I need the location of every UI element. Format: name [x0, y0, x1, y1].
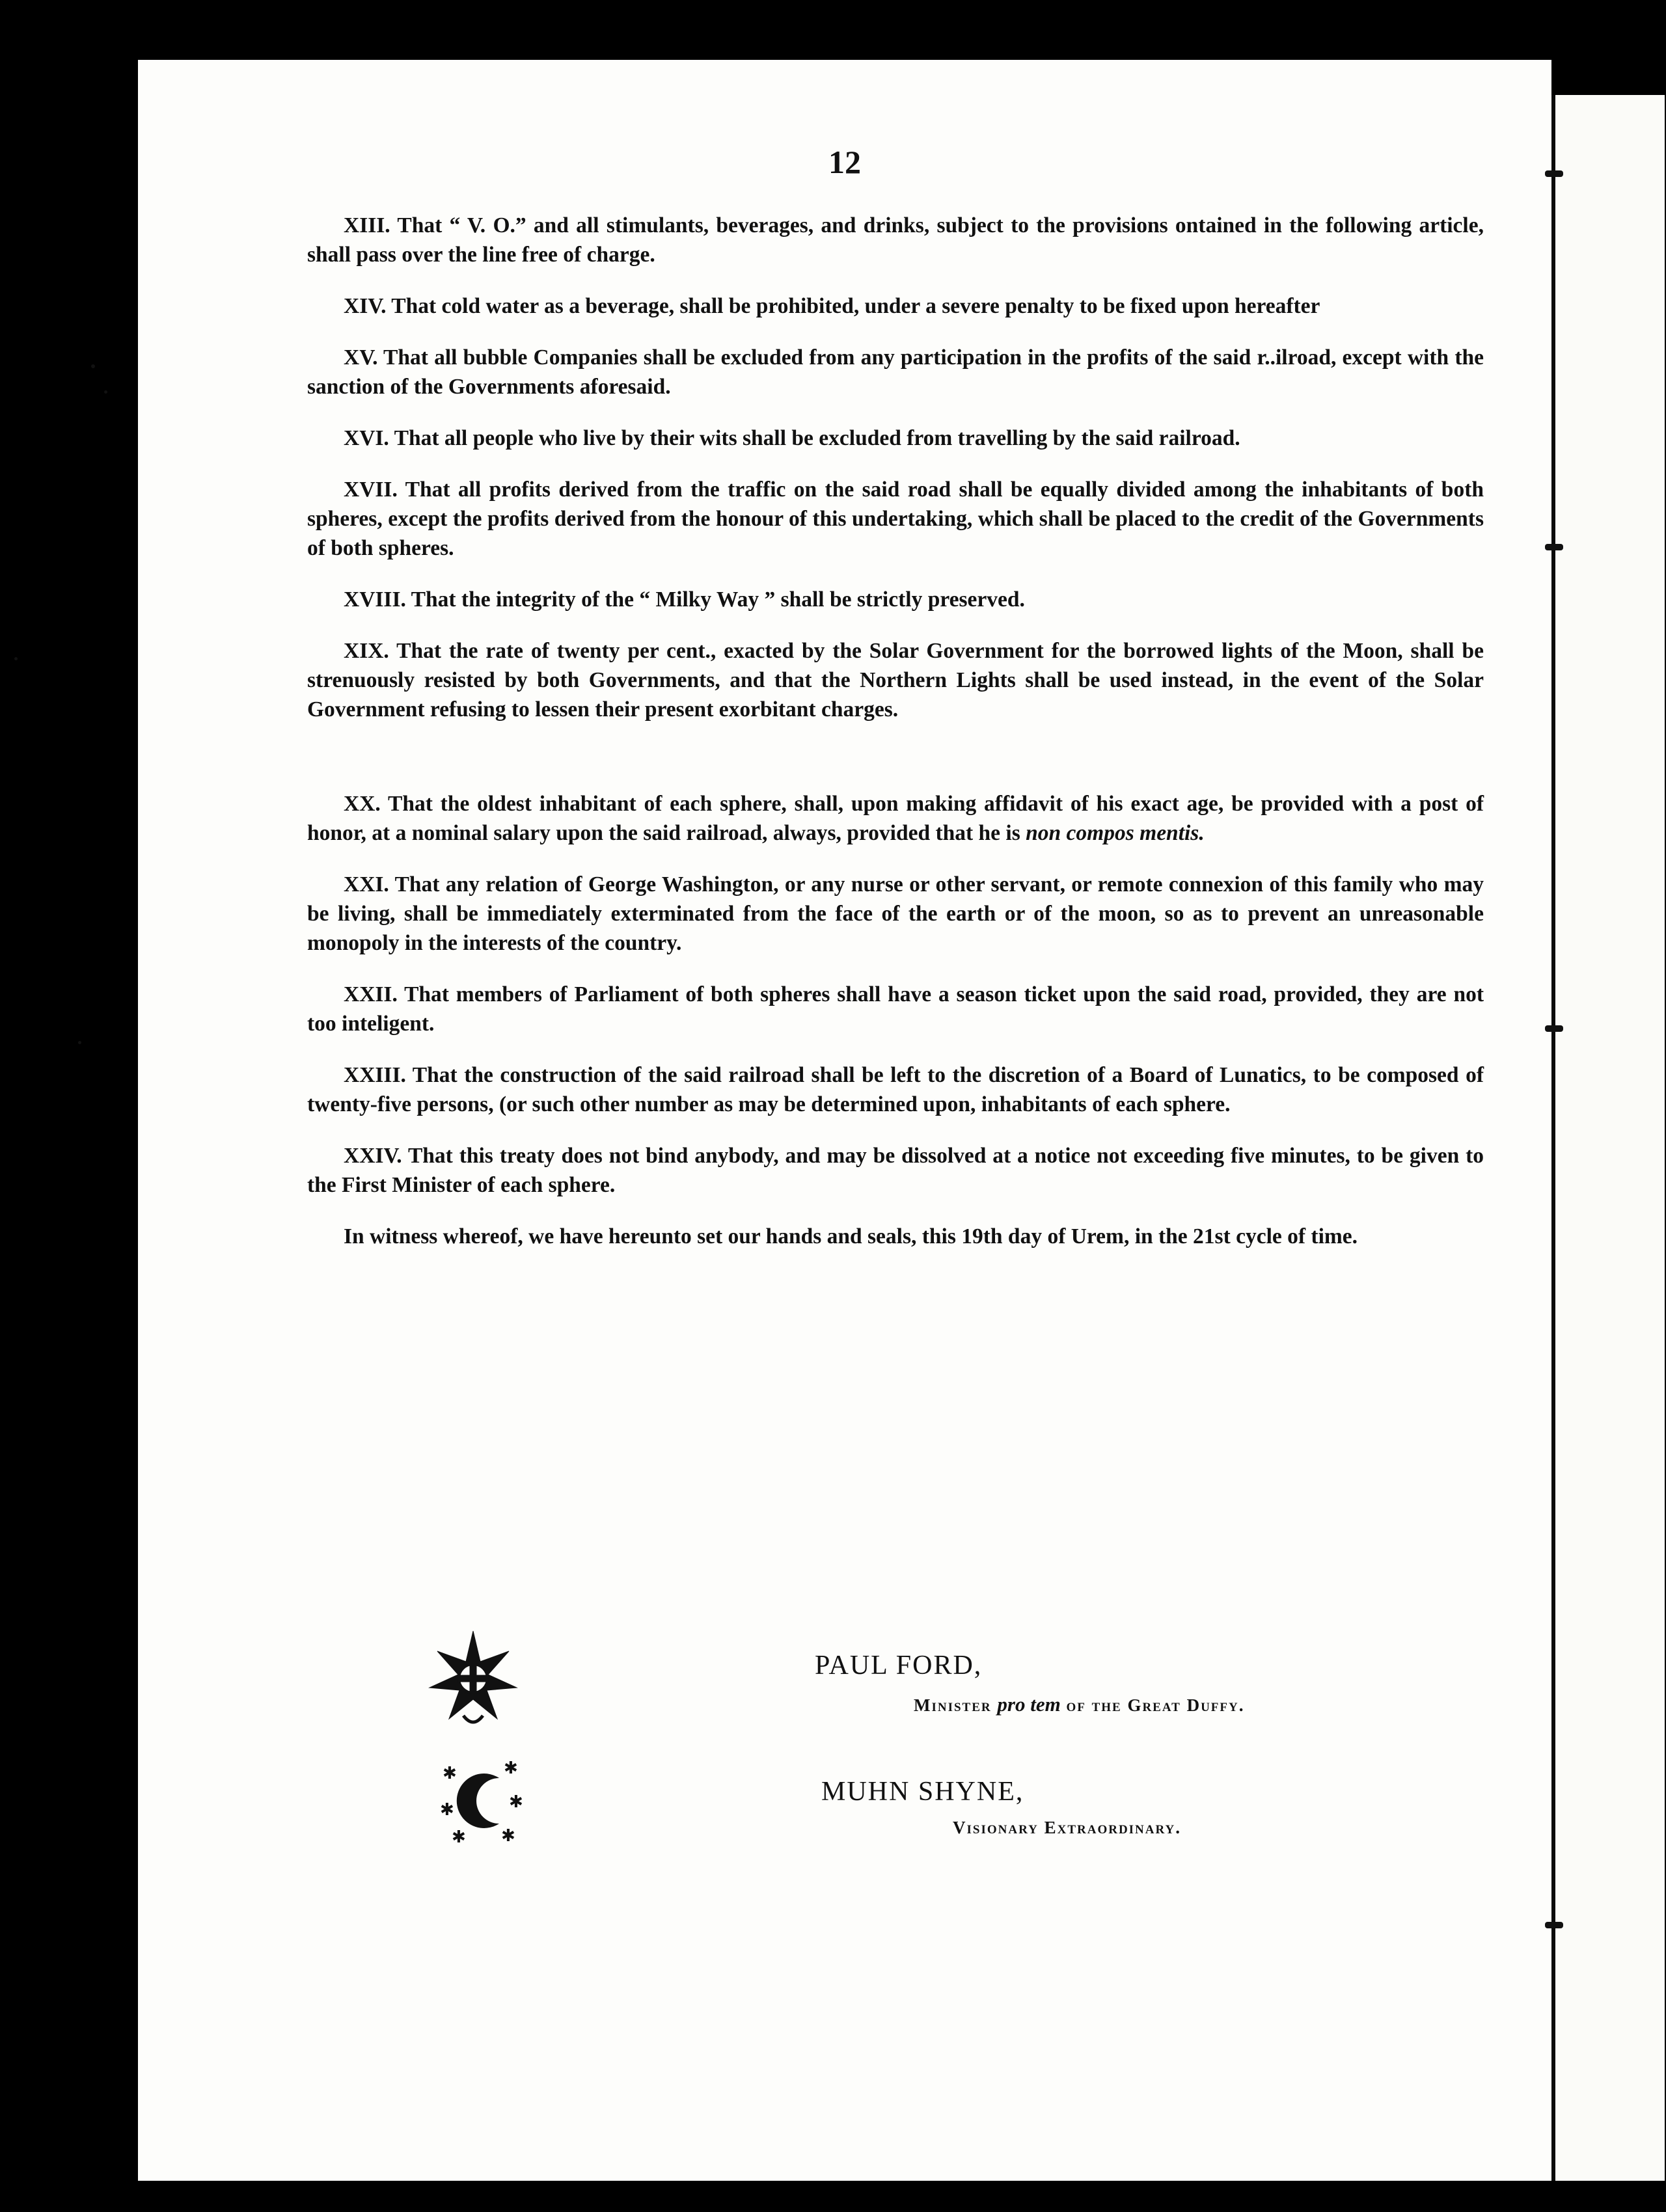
clause-text: That any relation of George Washington, or any nurse or other servant, or remote connexion of this family who may be living, shall be immediately exterminated from the face of the earth or of the moon, so as to prevent an unreasonable monopoly in the interests of the country.: [307, 872, 1484, 955]
crescent-star-seal-icon: [437, 1755, 528, 1846]
page-edge-mark: [1545, 170, 1563, 177]
signatory-title-paul-ford: [914, 1693, 1245, 1716]
document-page: [138, 60, 1551, 2181]
page-edge-mark: [1545, 544, 1563, 550]
scan-speck: [91, 364, 95, 368]
clause-xix: [307, 636, 1484, 724]
scan-speck: [14, 657, 18, 660]
clause-numeral: XIX.: [344, 639, 389, 663]
page-edge-mark: [1545, 1025, 1563, 1032]
signatory-name-paul-ford: PAUL FORD,: [815, 1651, 983, 1680]
signature-block: [138, 1628, 1551, 1888]
clause-numeral: XXI.: [344, 872, 389, 897]
svg-text:✱: ✱: [443, 1764, 457, 1783]
clause-numeral: XVII.: [344, 478, 398, 502]
clause-text: That all profits derived from the traffic on the said road shall be equally divided among the inhabitants of both spheres, except the profits derived from the honour of this undertaking, which shall be placed to the credit of the Governments of both spheres.: [307, 478, 1484, 560]
clause-numeral: XVI.: [344, 426, 389, 450]
clause-xxiv: [307, 1141, 1484, 1200]
page-number: 12: [828, 144, 861, 180]
clause-xxi: [307, 870, 1484, 958]
scan-speck: [104, 390, 107, 394]
clause-xv: [307, 343, 1484, 401]
svg-text:✱: ✱: [501, 1826, 515, 1846]
clause-numeral: XIV.: [344, 294, 387, 318]
clause-text: That all bubble Companies shall be excluded from any participation in the profits of the said r..ilroad, except with the sanction of the Governments aforesaid.: [307, 345, 1484, 399]
clause-numeral: XVIII.: [344, 587, 406, 612]
clause-numeral: XX.: [344, 792, 381, 816]
clause-text: That the construction of the said railroad shall be left to the discretion of a Board of Lunatics, to be composed of twenty-five persons, (or such other number as may be determined upon, inhabitants of each sphere.: [307, 1063, 1484, 1116]
clause-xxiii: [307, 1060, 1484, 1119]
treaty-clauses: [307, 211, 1484, 1273]
clause-text: That this treaty does not bind anybody, and may be dissolved at a notice not exceeding five minutes, to be given to the First Minister of each sphere.: [307, 1144, 1484, 1197]
clause-text: That the integrity of the “ Milky Way ” shall be strictly preserved.: [411, 587, 1025, 612]
svg-text:✱: ✱: [440, 1800, 454, 1820]
clause-numeral: XXIII.: [344, 1063, 406, 1087]
clause-xx: [307, 789, 1484, 848]
clause-text: That members of Parliament of both spheres shall have a season ticket upon the said road, provided, they are not too inteligent.: [307, 982, 1484, 1036]
page-edge-mark: [1545, 1922, 1563, 1928]
svg-text:✱: ✱: [504, 1759, 518, 1778]
clause-text: That all people who live by their wits shall be excluded from travelling by the said railroad.: [394, 426, 1240, 450]
clause-xiv: [307, 291, 1484, 321]
clause-xiii: [307, 211, 1484, 269]
svg-text:✱: ✱: [452, 1828, 466, 1846]
witness-statement: In witness whereof, we have hereunto set our hands and seals, this 19th day of Urem, in the 21st cycle of time.: [344, 1224, 1358, 1248]
title-italic: pro tem: [997, 1693, 1061, 1716]
clause-numeral: XIII.: [344, 213, 390, 237]
cross-star-seal-icon: [424, 1628, 522, 1732]
clause-numeral: XXIV.: [344, 1144, 402, 1168]
title-suffix: of the Great Duffy.: [1066, 1695, 1245, 1715]
signatory-name-muhn-shyne: MUHN SHYNE,: [821, 1777, 1024, 1807]
clause-text: That the rate of twenty per cent., exacted by the Solar Government for the borrowed lights of the Moon, shall be strenuously resisted by both Governments, and that the Northern Lights shall be used instead, in the event of the Solar Government refusing to lessen their present exorbitant charges.: [307, 639, 1484, 722]
clause-text: That “ V. O.” and all stimulants, beverages, and drinks, subject to the provisions ontained in the following article, shall pass over the line free of charge.: [307, 213, 1484, 267]
clause-xxii: [307, 980, 1484, 1038]
clause-numeral: XV.: [344, 345, 378, 370]
scan-speck: [78, 1041, 81, 1044]
clause-text: That the oldest inhabitant of each sphere, shall, upon making affidavit of his exact age, be provided with a post of honor, at a nominal salary upon the said railroad, always, provided that he is: [307, 792, 1484, 845]
clause-italic-phrase: non compos mentis.: [1026, 821, 1205, 845]
title-prefix: Minister: [914, 1695, 992, 1715]
clause-text: That cold water as a beverage, shall be prohibited, under a severe penalty to be fixed upon hereafter: [391, 294, 1320, 318]
signatory-title-muhn-shyne: Visionary Extraordinary.: [953, 1818, 1182, 1837]
clause-xvii: [307, 475, 1484, 563]
clause-xvi: [307, 424, 1484, 453]
svg-text:✱: ✱: [509, 1792, 523, 1812]
clause-xviii: [307, 585, 1484, 614]
adjacent-page-edge: [1551, 95, 1665, 2181]
clause-numeral: XXII.: [344, 982, 398, 1006]
